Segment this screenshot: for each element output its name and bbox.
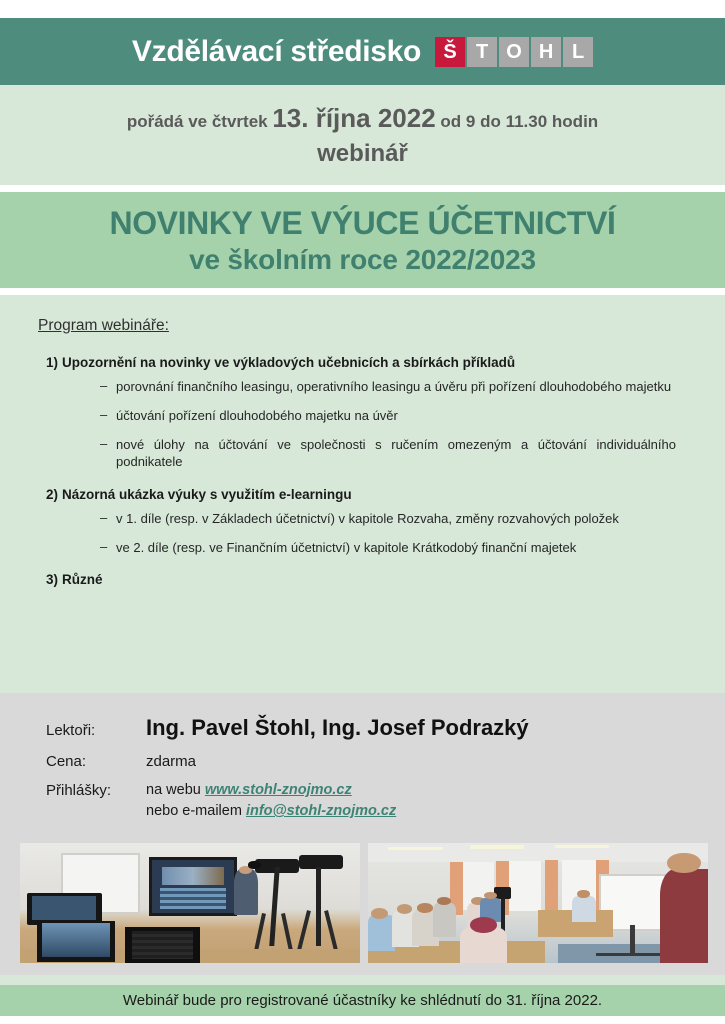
title-band: [0, 192, 725, 288]
program-bullet-text: v 1. díle (resp. v Základech účetnictví) v kapitole Rozvaha, změny rozvahových položek: [116, 510, 619, 526]
classroom-window-two: [507, 861, 541, 911]
lecturers-row: [46, 715, 725, 741]
header-band: [0, 18, 725, 85]
footer-spacer: [0, 975, 725, 985]
photo-gallery: [0, 831, 725, 975]
bullet-dash-icon: –: [100, 407, 108, 423]
event-type: webinář: [317, 139, 408, 167]
registration-mail-line: [146, 803, 396, 819]
organization-title: Vzdělávací středisko: [131, 34, 422, 68]
price-label: Cena:: [46, 753, 87, 770]
program-bullet: [38, 378, 695, 395]
standing-man-body: [660, 869, 708, 963]
program-item: [38, 487, 695, 502]
page-subtitle: ve školním roce 2022/2023: [189, 243, 536, 275]
header-inner: [132, 35, 593, 69]
program-bullet: [38, 407, 695, 424]
program-section: [0, 295, 725, 693]
price-row: [46, 753, 725, 770]
standing-man-head: [667, 853, 701, 873]
footer-note: Webinář bude pro registrované účastníky ke shlédnutí do 31. října 2022.: [122, 992, 603, 1009]
price-value: zdarma: [146, 753, 197, 770]
ceiling-lamp-two: [470, 845, 524, 849]
program-bullet: [38, 539, 695, 556]
program-item: [38, 355, 695, 370]
website-link[interactable]: www.stohl-znojmo.cz: [204, 782, 352, 798]
email-link[interactable]: info@stohl-znojmo.cz: [245, 803, 397, 819]
program-heading: Program webináře:: [38, 317, 169, 334]
date-suffix: od 9 do 11.30 hodin: [440, 111, 599, 131]
date-prefix: pořádá ve čtvrtek: [126, 111, 268, 131]
presenter-body: [572, 896, 596, 922]
lecturers-label: Lektoři:: [46, 722, 96, 739]
registration-values: [146, 782, 396, 819]
tripod-two-column: [316, 867, 321, 946]
flipchart-leg: [630, 925, 635, 956]
program-item-number: 2): [46, 486, 59, 502]
bullet-dash-icon: –: [100, 538, 108, 554]
bullet-dash-icon: –: [100, 436, 108, 452]
top-margin: [0, 0, 725, 18]
registration-web-line: [146, 782, 396, 798]
participant-four-body: [433, 903, 457, 937]
screen-image-area: [162, 867, 224, 885]
program-bullet-list: [38, 378, 695, 471]
program-bullet-list: [38, 510, 695, 556]
bullet-dash-icon: –: [100, 378, 108, 393]
bullet-dash-icon: –: [100, 509, 108, 525]
logo-letter-o: O: [499, 37, 529, 67]
registration-label: Přihlášky:: [46, 782, 112, 799]
program-item-title: Různé: [62, 571, 103, 587]
flipchart-base: [596, 953, 671, 956]
ceiling-lamp-three: [555, 845, 609, 849]
separator-top: [0, 185, 725, 192]
logo-letter-s: Š: [435, 37, 465, 67]
registration-mail-prefix: nebo e-mailem: [146, 803, 242, 819]
photo-classroom: [368, 843, 708, 963]
separator-bottom: [0, 288, 725, 295]
details-rows: [0, 715, 725, 819]
screen-content-rows: [160, 888, 225, 909]
studio-monitor-three-screen: [132, 931, 193, 960]
photo-studio: [20, 843, 360, 963]
studio-presenter-body: [234, 869, 258, 915]
stohl-logo: [435, 37, 593, 67]
studio-display-screen: [149, 857, 237, 916]
program-item-title: Upozornění na novinky ve výkladových učebnicích a sbírkách příkladů: [62, 355, 516, 370]
footer-band: [0, 985, 725, 1016]
lecturers-value: Ing. Pavel Štohl, Ing. Josef Podrazký: [146, 715, 529, 740]
studio-monitor-one-screen: [32, 896, 97, 920]
event-date: 13. října 2022: [272, 102, 436, 133]
bottom-margin: [0, 1016, 725, 1024]
registration-web-prefix: na webu: [146, 782, 201, 798]
foreground-participant-head: [470, 917, 497, 933]
event-date-line: [127, 103, 598, 134]
details-section: [0, 693, 725, 975]
program-bullet: [38, 436, 695, 470]
curtain-three: [545, 860, 559, 914]
logo-letter-t: T: [467, 37, 497, 67]
program-item-number: 3): [46, 571, 59, 587]
program-bullet-text: účtování pořízení dlouhodobého majetku na úvěr: [116, 408, 398, 424]
logo-letter-h: H: [531, 37, 561, 67]
participant-two-head: [397, 904, 413, 914]
registration-row: [46, 782, 725, 819]
program-item-title: Názorná ukázka výuky s využitím e-learningu: [62, 486, 352, 502]
date-band: [0, 85, 725, 185]
participant-one-head: [371, 908, 388, 919]
page-title: NOVINKY VE VÝUCE ÚČETNICTVÍ: [109, 204, 616, 241]
participant-three-head: [417, 903, 433, 913]
program-bullet-text: porovnání finančního leasingu, operativního leasingu a úvěru při pořízení dlouhodobého majetku: [116, 379, 672, 394]
presenter-head: [577, 890, 589, 898]
program-bullet-text: nové úlohy na účtování ve společnosti s ručením omezeným a účtování individuálního podnikatele: [116, 437, 676, 470]
program-bullet-text: ve 2. díle (resp. ve Finančním účetnictví) v kapitole Krátkodobý finanční majetek: [116, 539, 577, 555]
program-item-number: 1): [46, 355, 59, 370]
program-item: [38, 572, 695, 587]
program-bullet: [38, 510, 695, 527]
logo-letter-l: L: [563, 37, 593, 67]
studio-monitor-two-screen: [42, 923, 110, 957]
ceiling-lamp-one: [388, 847, 442, 851]
